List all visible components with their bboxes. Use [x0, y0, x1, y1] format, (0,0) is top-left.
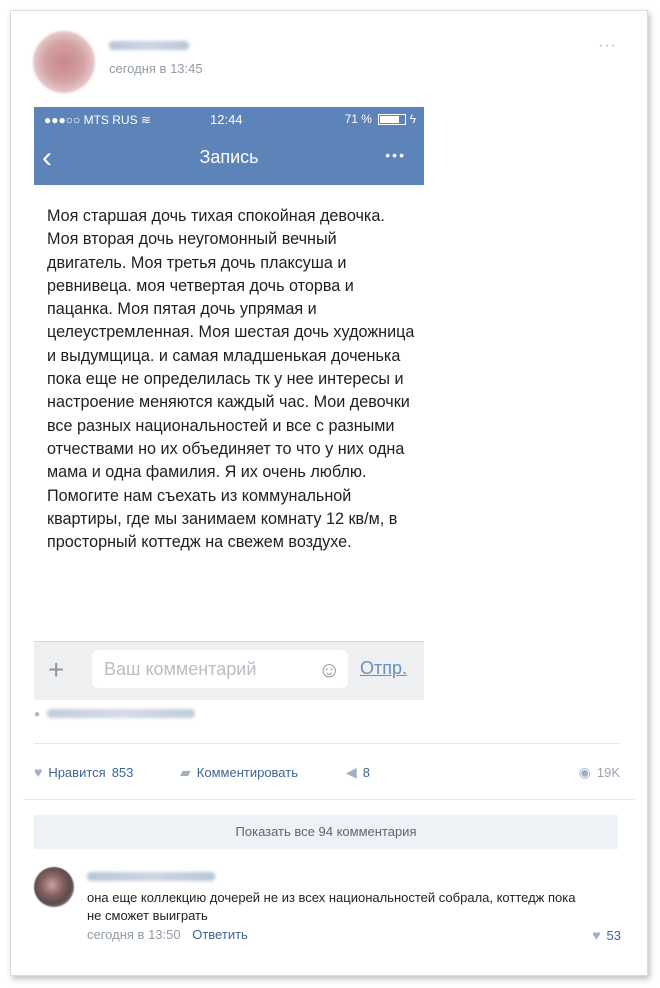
- views-count: 19K: [596, 765, 620, 780]
- phone-clock: 12:44: [210, 112, 243, 127]
- plus-icon[interactable]: +: [48, 654, 65, 685]
- wifi-icon: ≋: [140, 113, 151, 127]
- original-author-blurred[interactable]: [47, 709, 195, 718]
- charging-icon: ϟ: [409, 112, 416, 126]
- comment-bubble-icon: ▰: [180, 764, 191, 780]
- post-body-text: Моя старшая дочь тихая спокойная девочка. Моя вторая дочь неугомонный вечный двигатель. Моя третья дочь плаксуша и ревнивеца. моя четвертая дочь оторва и пацанка. Моя пятая дочь упрямая и целеустремленная. Моя шестая дочь художница и выдумщица. и самая младшенькая доченька пока еще не определилась тк у нее интересы и настроение меняются каждый час. Мои девочки все разных национальностей и все с разными отчествами но их объединяет то что у них одна мама и одна фамилия. Я их очень люблю. Помогите нам съехать из коммунальной квартиры, где мы занимаем комнату 12 кв/м, в просторный коттедж на свежем воздухе.: [47, 207, 415, 552]
- battery-icon: [378, 114, 406, 125]
- author-avatar[interactable]: [33, 31, 95, 93]
- comment-label: Комментировать: [196, 765, 298, 780]
- phone-screenshot: [34, 107, 424, 689]
- commenter-name-blurred[interactable]: [87, 872, 215, 881]
- comment-like-button[interactable]: [592, 927, 621, 943]
- comment-bar: [34, 641, 424, 700]
- share-button[interactable]: [346, 764, 370, 781]
- battery-percent: 71 %: [344, 112, 372, 126]
- carrier-label: ●●●○○ MTS RUS: [44, 113, 138, 127]
- comment-button[interactable]: [180, 764, 298, 781]
- back-chevron-icon[interactable]: ‹: [42, 141, 52, 174]
- divider: [34, 743, 620, 744]
- comment-meta: [87, 927, 248, 942]
- post-card: [10, 10, 648, 976]
- post-time[interactable]: сегодня в 13:45: [109, 61, 203, 76]
- battery-fill: [380, 116, 398, 123]
- heart-icon: ♥: [34, 764, 43, 780]
- like-count: 853: [111, 764, 134, 780]
- phone-header: [34, 107, 424, 185]
- battery-status: [345, 112, 416, 126]
- show-all-comments-button[interactable]: Показать все 94 комментария: [34, 815, 618, 849]
- share-count: 8: [362, 765, 371, 780]
- reply-button[interactable]: Ответить: [192, 927, 248, 942]
- divider: [23, 799, 635, 800]
- like-button[interactable]: [34, 764, 133, 780]
- views-counter: [579, 764, 620, 781]
- heart-icon: ♥: [592, 927, 601, 943]
- person-icon: ●: [34, 709, 41, 720]
- megaphone-icon: ◀: [346, 764, 357, 780]
- author-name-blurred[interactable]: [109, 41, 189, 50]
- comment-like-count: 53: [606, 927, 621, 943]
- more-options-icon[interactable]: ···: [598, 37, 617, 54]
- carrier-status: [44, 113, 151, 127]
- send-button[interactable]: Отпр.: [360, 658, 408, 678]
- phone-more-icon[interactable]: •••: [385, 147, 406, 163]
- like-label: Нравится: [48, 764, 106, 780]
- phone-title: Запись: [199, 147, 259, 167]
- comment-input[interactable]: [92, 650, 348, 688]
- commenter-avatar[interactable]: [34, 867, 74, 907]
- comment-text: она еще коллекцию дочерей не из всех национальностей собрала, коттедж пока не сможет выиграть: [87, 890, 576, 923]
- eye-icon: ◉: [578, 764, 591, 780]
- smile-icon[interactable]: ☺: [318, 657, 341, 682]
- comment-time[interactable]: сегодня в 13:50: [87, 927, 181, 942]
- post-actions: [34, 761, 620, 785]
